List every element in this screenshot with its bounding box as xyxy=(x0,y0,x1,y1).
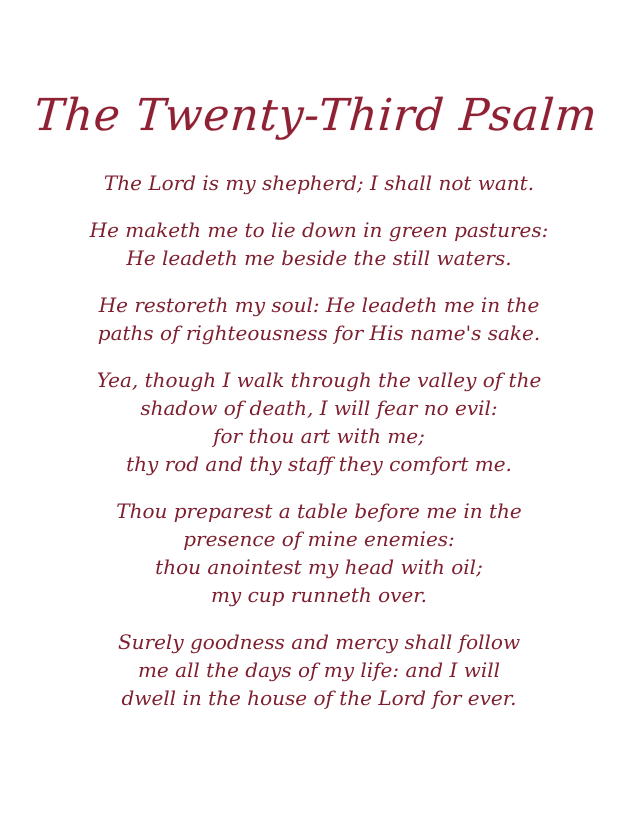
stanza xyxy=(0,366,638,478)
psalm-line: He restoreth my soul: He leadeth me in the xyxy=(98,293,540,317)
psalm-line: for thou art with me; xyxy=(213,424,425,448)
psalm-line: Yea, though I walk through the valley of the xyxy=(96,368,542,392)
psalm-line: Surely goodness and mercy shall follow xyxy=(117,630,521,654)
stanza xyxy=(0,628,638,712)
psalm-line: shadow of death, I will fear no evil: xyxy=(140,396,498,420)
psalm-line: The Lord is my shepherd; I shall not want. xyxy=(103,171,535,195)
stanza xyxy=(0,497,638,609)
psalm-line: my cup runneth over. xyxy=(210,583,428,607)
psalm-line: dwell in the house of the Lord for ever. xyxy=(121,686,517,710)
psalm-line: thou anointest my head with oil; xyxy=(155,555,483,579)
psalm-line: presence of mine enemies: xyxy=(183,527,455,551)
psalm-line: Thou preparest a table before me in the xyxy=(116,499,522,523)
psalm-line: me all the days of my life: and I will xyxy=(137,658,501,682)
psalm-line: thy rod and thy staff they comfort me. xyxy=(126,452,512,476)
psalm-title: The Twenty-Third Psalm xyxy=(32,90,600,141)
stanza xyxy=(0,169,638,197)
stanza xyxy=(0,216,638,272)
psalm-line: He maketh me to lie down in green pastures: xyxy=(89,218,549,242)
psalm-line: He leadeth me beside the still waters. xyxy=(126,246,512,270)
psalm-body xyxy=(0,169,638,712)
psalm-line: paths of righteousness for His name's sake. xyxy=(97,321,541,345)
stanza xyxy=(0,291,638,347)
